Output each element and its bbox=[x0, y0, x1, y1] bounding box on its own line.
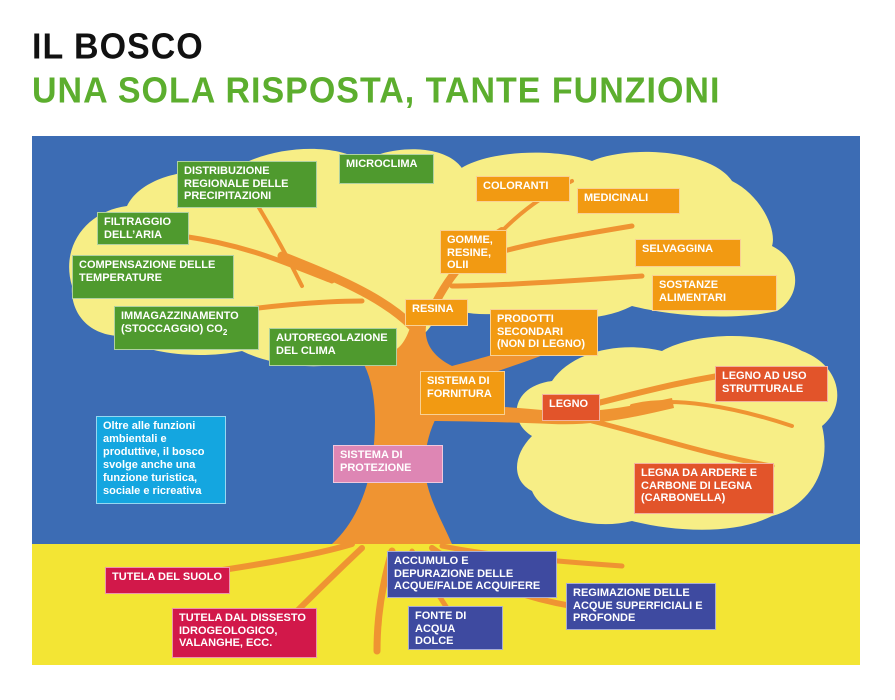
label-immagazzinamento-co2 bbox=[114, 306, 259, 350]
label-medicinali: MEDICINALI bbox=[577, 188, 680, 214]
label-legna-da-ardere: LEGNA DA ARDERE E CARBONE DI LEGNA (CARBONELLA) bbox=[634, 463, 774, 514]
label-fonte-acqua-dolce: FONTE DI ACQUA DOLCE bbox=[408, 606, 503, 650]
tree-illustration-panel bbox=[32, 136, 860, 665]
label-microclima: MICROCLIMA bbox=[339, 154, 434, 184]
co2-subscript: 2 bbox=[222, 327, 228, 337]
label-tutela-suolo: TUTELA DEL SUOLO bbox=[105, 567, 230, 594]
label-legno-uso-strutturale: LEGNO AD USO STRUTTURALE bbox=[715, 366, 828, 402]
label-sistema-protezione: SISTEMA DI PROTEZIONE bbox=[333, 445, 443, 483]
label-accumulo-depurazione: ACCUMULO E DEPURAZIONE DELLE ACQUE/FALDE ACQUIFERE bbox=[387, 551, 557, 598]
label-filtraggio-aria: FILTRAGGIO DELL’ARIA bbox=[97, 212, 189, 245]
label-gomme-resine-olii: GOMME, RESINE, OLII bbox=[440, 230, 507, 274]
diagram-title: IL BOSCO bbox=[32, 27, 204, 67]
label-tutela-dissesto: TUTELA DAL DISSESTO IDROGEOLOGICO, VALANGHE, ECC. bbox=[172, 608, 317, 658]
label-legno: LEGNO bbox=[542, 394, 600, 421]
label-sostanze-alimentari: SOSTANZE ALIMENTARI bbox=[652, 275, 777, 311]
label-distribuzione-precipitazioni: DISTRIBUZIONE REGIONALE DELLE PRECIPITAZIONI bbox=[177, 161, 317, 208]
label-immagazzinamento-text: IMMAGAZZINAMENTO (STOCCAGGIO) CO bbox=[121, 310, 239, 335]
label-prodotti-secondari: PRODOTTI SECONDARI (NON DI LEGNO) bbox=[490, 309, 598, 356]
label-sistema-fornitura: SISTEMA DI FORNITURA bbox=[420, 371, 505, 415]
label-compensazione-temperature: COMPENSAZIONE DELLE TEMPERATURE bbox=[72, 255, 234, 299]
diagram-subtitle: UNA SOLA RISPOSTA, TANTE FUNZIONI bbox=[32, 71, 721, 111]
label-resina: RESINA bbox=[405, 299, 468, 326]
label-selvaggina: SELVAGGINA bbox=[635, 239, 741, 267]
info-funzione-turistica: Oltre alle funzioni ambientali e produttive, il bosco svolge anche una funzione turistica, sociale e ricreativa bbox=[96, 416, 226, 504]
label-regimazione-acque: REGIMAZIONE DELLE ACQUE SUPERFICIALI E PROFONDE bbox=[566, 583, 716, 630]
label-coloranti: COLORANTI bbox=[476, 176, 570, 202]
label-autoregolazione-clima: AUTOREGOLAZIONE DEL CLIMA bbox=[269, 328, 397, 366]
